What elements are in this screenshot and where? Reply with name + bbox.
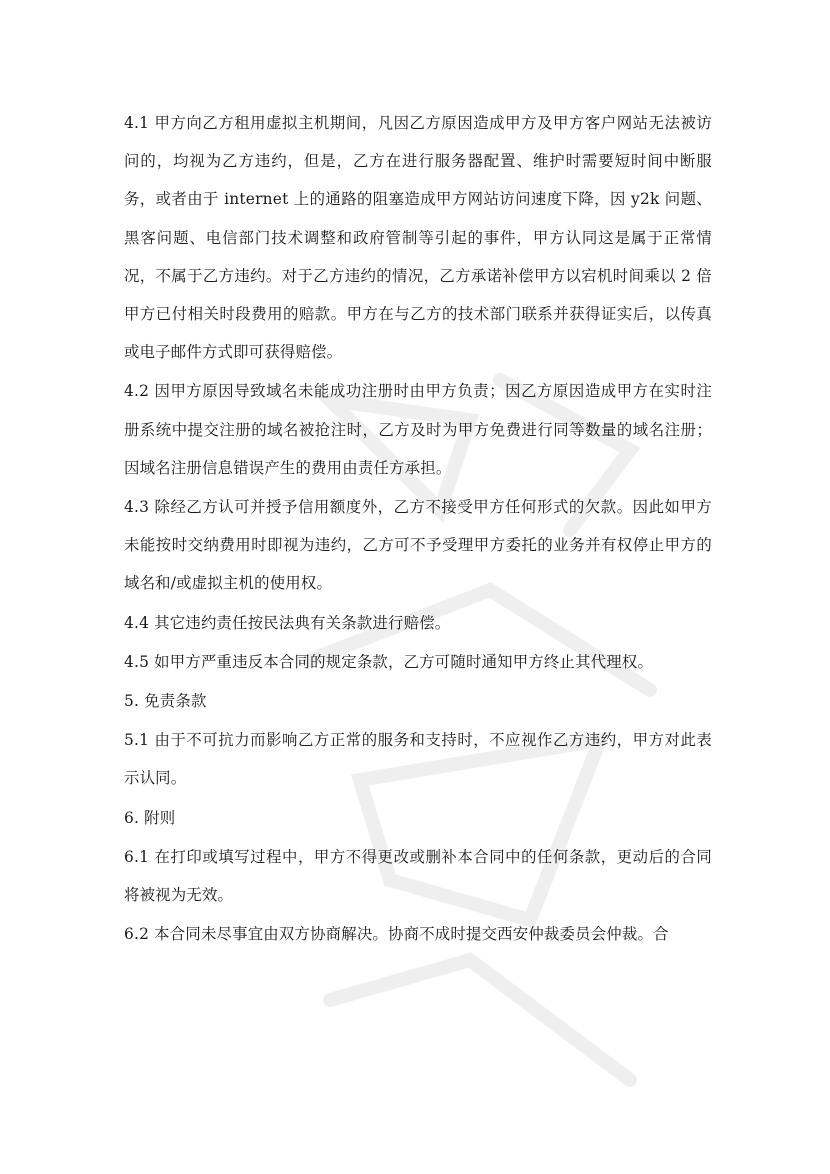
watermark-stroke-5 bbox=[330, 960, 630, 1080]
clause-4-3: 4.3 除经乙方认可并授予信用额度外，乙方不接受甲方任何形式的欠款。因此如甲方未能按时交纳费用时即视为违约，乙方可不予受理甲方委托的业务并有权停止甲方的域名和/或虚拟主机的使用权。 bbox=[124, 498, 712, 593]
section-6-heading: 6. 附则 bbox=[124, 808, 176, 827]
clause-4-4: 4.4 其它违约责任按民法典有关条款进行赔偿。 bbox=[124, 613, 451, 632]
document-body bbox=[124, 104, 712, 954]
clause-4-2: 4.2 因甲方原因导致域名未能成功注册时由甲方负责；因乙方原因造成甲方在实时注册系统中提交注册的域名被抢注时，乙方及时为甲方免费进行同等数量的域名注册；因域名注册信息错误产生的费用由责任方承担。 bbox=[124, 382, 712, 477]
clause-6-2: 6.2 本合同未尽事宜由双方协商解决。协商不成时提交西安仲裁委员会仲裁。合 bbox=[124, 925, 669, 944]
clause-6-1: 6.1 在打印或填写过程中，甲方不得更改或删补本合同中的任何条款，更动后的合同将被视为无效。 bbox=[124, 847, 712, 905]
clause-5-1: 5.1 由于不可抗力而影响乙方正常的服务和支持时，不应视作乙方违约，甲方对此表示认同。 bbox=[124, 731, 712, 788]
clause-4-1: 4.1 甲方向乙方租用虚拟主机期间，凡因乙方原因造成甲方及甲方客户网站无法被访问的，均视为乙方违约，但是，乙方在进行服务器配置、维护时需要短时间中断服务，或者由于 internet 上的通路的阻塞造成甲方网站访问速度下降，因 y2k 问题、黑客问题、电信部门技术调整和政府管制等引起的事件，甲方认同这是属于正常情况，不属于乙方违约。对于乙方违约的情况，乙方承诺补偿甲方以宕机时间乘以 2 倍甲方已付相关时段费用的赔款。甲方在与乙方的技术部门联系并获得证实后，以传真或电子邮件方式即可获得赔偿。 bbox=[124, 114, 712, 362]
clause-4-5: 4.5 如甲方严重违反本合同的规定条款，乙方可随时通知甲方终止其代理权。 bbox=[124, 652, 654, 671]
section-5-heading: 5. 免责条款 bbox=[124, 692, 207, 711]
